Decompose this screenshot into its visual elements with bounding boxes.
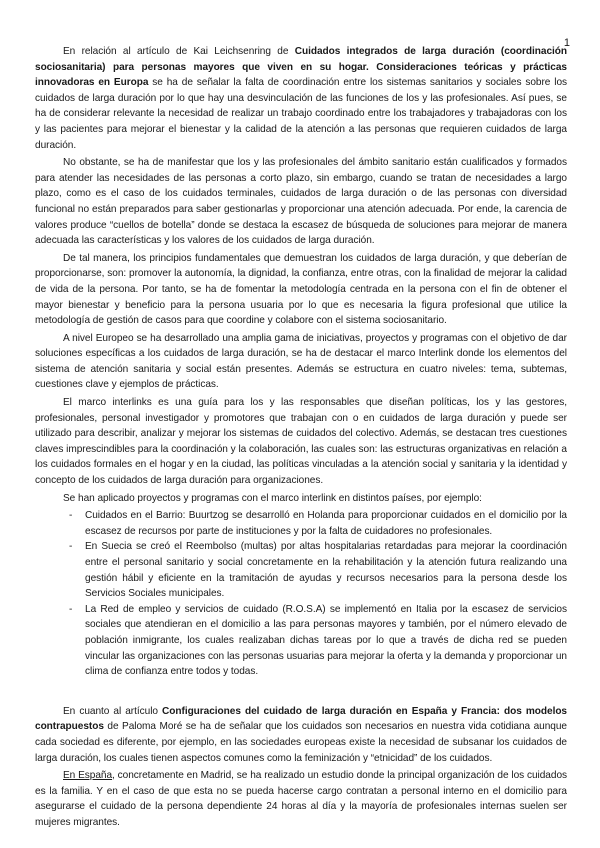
page-number: 1 xyxy=(563,37,570,49)
article-title-more: Configuraciones del cuidado de larga duración en España y Francia: dos modelos contrapuestos xyxy=(35,705,567,733)
paragraph-4: A nivel Europeo se ha desarrollado una amplia gama de iniciativas, proyectos y programas con el objetivo de dar soluciones específicas a los cuidados de larga duración, se ha de destacar el marco Interlink donde los elementos del sistema de atención sanitaria y social están presentes. Además se estructura en cuatro niveles: tema, subtemas, cuestiones clave y ejemplos de prácticas. xyxy=(35,332,567,391)
paragraph-5: El marco interlinks es una guía para los y las responsables que diseñan políticas, los y las gestores, profesionales, personal investigador y promotores que trabajan con o en cuidados de larga duración y puede ser utilizado para describir, analizar y mejorar los sistemas de cuidados del colectivo. Además, se destacan tres cuestiones claves imprescindibles para la coordinación y la colaboración, las cuales son: las estructuras organizativas en relación a los cuidados formales en el hogar y en la ciudad, las políticas vinculadas a la atención social y sanitaria y la identidad y concepto de los cuidados de larga duración para organizaciones. xyxy=(35,397,567,487)
paragraph-8-body: , concretamente en Madrid, se ha realizado un estudio donde la principal organización de los cuidados es la familia. Y en el caso de que esta no se pueda hacerse cargo contratan a personal interno en el domicilio para asegurarse el cuidado de la persona dependiente 24 horas al día y la mayoría de profesionales internas suelen ser mujeres migrantes. xyxy=(35,770,567,828)
paragraph-7-body: de Paloma Moré se ha de señalar que los cuidados son necesarios en nuestra vida cotidiana aunque cada sociedad es diferente, por ejemplo, en las sociedades europeas existe la necesidad de subsanar los cuidados de larga duración, los cuales tienen aspectos comunes como la feminización y “etnicidad” de los cuidados. xyxy=(35,721,567,764)
paragraph-6: Se han aplicado proyectos y programas con el marco interlink en distintos países, por ejemplo: xyxy=(63,492,482,504)
country-heading-spain: En España xyxy=(63,770,113,782)
list-item-text: La Red de empleo y servicios de cuidado (R.O.S.A) se implementó en Italia por la escasez de servicios sociales que atendieran en el domicilio a las para personas mayores y también, por el número elevado de población inmigrante, los cuales realizaban dichas tareas por lo que a través de dicha red se pueden vincular las organizaciones con las personas usuarias para mejorar la oferta y la demanda y proporcionar un clima de confianza entre todos y todas. xyxy=(85,603,567,678)
document-body xyxy=(35,44,567,831)
list-item-text: En Suecia se creó el Reembolso (multas) por altas hospitalarias retardadas para mejorar la coordinación entre el personal sanitario y social concretamente en la rehabilitación y la atención futura realizando una gestión hábil y eficiente en la tramitación de ayudas y recursos necesarios para la persona desde los Servicios Sociales municipales. xyxy=(85,541,567,600)
list-dash: - xyxy=(69,603,73,615)
paragraph-8 xyxy=(35,768,567,830)
list-dash: - xyxy=(69,510,73,522)
paragraph-2: No obstante, se ha de manifestar que los y las profesionales del ámbito sanitario están cualificados y formados para atender las necesidades de las personas a corto plazo, sin embargo, cuando se tratan de necesidades a largo plazo, como es el caso de los cuidados terminales, cuidados de larga duración o de las personas con diversidad funcional no están preparados para saber gestionarlas y proporcionar una atención adecuada. Por ende, la carencia de valores produce “cuellos de botella” donde se destaca la escasez de búsqueda de soluciones para mejorar de manera adecuada las características y los valores de los cuidados de larga duración. xyxy=(35,157,567,247)
paragraph-7 xyxy=(35,704,567,766)
list-item-text: Cuidados en el Barrio: Buurtzog se desarrolló en Holanda para proporcionar cuidados en el domicilio por la escasez de recursos por parte de instituciones y por la falta de cuidadores no profesionales. xyxy=(85,510,567,537)
paragraph-1 xyxy=(35,44,567,153)
examples-list xyxy=(35,508,567,680)
paragraph-1-body: se ha de señalar la falta de coordinación entre los sistemas sanitarios y sociales sobre los cuidados de larga duración por lo que hay una desvinculación de las funciones de los y las profesionales. Así pues, se ha de considerar relevante la necesidad de realizar un trabajo coordinado entre los trabajadores y trabajadoras con los y las pacientes para mejorar el bienestar y la calidad de la atención a las personas que requieren cuidados de larga duración. xyxy=(35,77,568,151)
list-item xyxy=(69,508,567,539)
list-item xyxy=(69,602,567,680)
list-item xyxy=(69,539,567,601)
paragraph-1-intro: En relación al artículo de Kai Leichsenring de xyxy=(63,46,295,57)
article-title-leichsenring: Cuidados integrados de larga duración (coordinación sociosanitaria) para personas mayores que viven en su hogar. Consideraciones teóricas y prácticas innovadoras en Europa xyxy=(35,46,567,89)
paragraph-3: De tal manera, los principios fundamentales que demuestran los cuidados de larga duración, y que deberían de proporcionarse, son: promover la autonomía, la dignidad, la confianza, entre otras, con la finalidad de mejorar la calidad de vida de la persona. Por tanto, se ha de fomentar la metodología centrada en la persona con el fin de obtener el mayor bienestar y beneficio para la persona usuaria por lo que es necesaria la figura profesional que utilice la metodología de gestión de casos para que coordine y colabore con el sistema sociosanitario. xyxy=(35,252,567,327)
list-dash: - xyxy=(69,541,73,553)
paragraph-7-intro: En cuanto al artículo xyxy=(63,705,163,717)
